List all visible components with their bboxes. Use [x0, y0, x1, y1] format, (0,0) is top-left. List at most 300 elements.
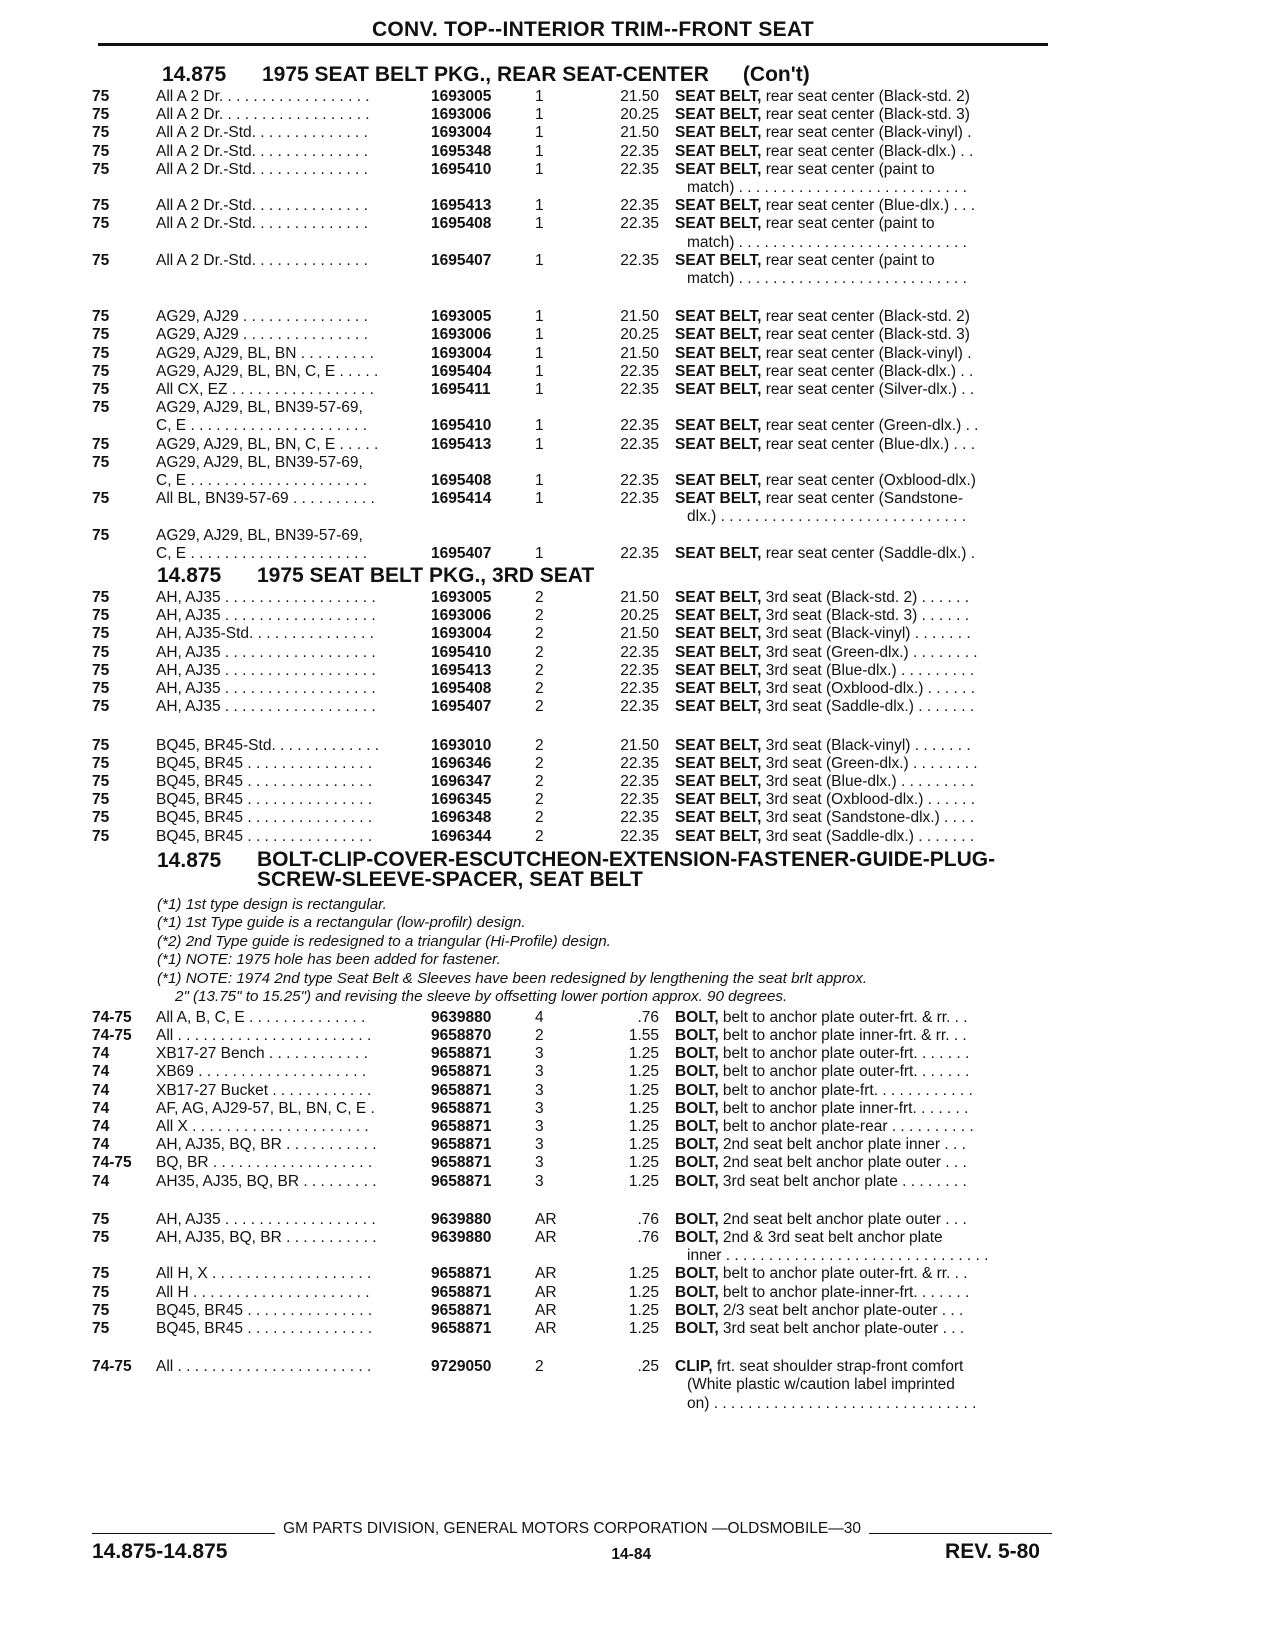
- part-name: SEAT BELT,: [675, 490, 762, 508]
- part-number: 9658871: [431, 1063, 492, 1081]
- part-row: [92, 490, 1052, 526]
- quantity: 4: [535, 1008, 544, 1026]
- part-detail: 2/3 seat belt anchor plate-outer . . .: [718, 1301, 964, 1319]
- part-name: SEAT BELT,: [675, 106, 762, 124]
- section-title-bolt-clip: [157, 847, 1052, 891]
- part-row: [92, 454, 1052, 472]
- price: 22.35: [620, 142, 659, 160]
- model-applicability: All CX, EZ . . . . . . . . . . . . . . . . .: [156, 381, 374, 399]
- model-year: 75: [92, 215, 110, 233]
- model-year: 75: [92, 1283, 110, 1301]
- part-detail: belt to anchor plate-frt. . . . . . . . . . . .: [718, 1081, 973, 1099]
- part-row: [92, 1136, 1052, 1154]
- part-description: [675, 143, 1051, 161]
- price: 1.25: [628, 1154, 659, 1172]
- quantity: 2: [535, 661, 544, 679]
- part-detail: rear seat center (Blue-dlx.) . . .: [761, 435, 976, 453]
- quantity: 1: [535, 106, 544, 124]
- part-number: 1695348: [431, 142, 492, 160]
- price: 22.35: [620, 680, 659, 698]
- quantity: AR: [535, 1210, 557, 1228]
- part-number: 9658871: [431, 1283, 492, 1301]
- section-name: 1975 SEAT BELT PKG., REAR SEAT-CENTER: [262, 63, 709, 86]
- part-row: [92, 755, 1052, 773]
- price: 22.35: [620, 417, 659, 435]
- section-name: 1975 SEAT BELT PKG., 3RD SEAT: [257, 564, 595, 588]
- part-name: SEAT BELT,: [675, 607, 762, 625]
- quantity: 1: [535, 435, 544, 453]
- quantity: 2: [535, 680, 544, 698]
- part-detail: belt to anchor plate inner-frt. . . . . . .: [718, 1099, 969, 1117]
- part-name: BOLT,: [675, 1026, 719, 1044]
- quantity: 1: [535, 160, 544, 178]
- section-number: 14.875: [157, 848, 222, 872]
- model-applicability: All A 2 Dr. . . . . . . . . . . . . . . . . .: [156, 106, 370, 124]
- part-description: [675, 472, 1051, 490]
- quantity: 1: [535, 417, 544, 435]
- part-detail: 3rd seat (Black-std. 2) . . . . . .: [761, 589, 969, 607]
- rows-clip: [92, 1358, 1052, 1413]
- model-applicability: AH, AJ35, BQ, BR . . . . . . . . . . .: [156, 1228, 377, 1246]
- part-detail: rear seat center (Black-dlx.) . .: [761, 142, 974, 160]
- price: 21.50: [620, 124, 659, 142]
- price: 22.35: [620, 544, 659, 562]
- part-number: 1695407: [431, 698, 492, 716]
- part-number: 9658871: [431, 1265, 492, 1283]
- model-applicability: BQ45, BR45 . . . . . . . . . . . . . . .: [156, 754, 373, 772]
- model-year: 75: [92, 106, 110, 124]
- part-number: 9658870: [431, 1026, 492, 1044]
- page-footer: [92, 1520, 1052, 1564]
- model-year: 75: [92, 661, 110, 679]
- part-description: [675, 755, 1051, 773]
- part-row: [92, 1027, 1052, 1045]
- model-year: 74: [92, 1136, 110, 1154]
- part-name: SEAT BELT,: [675, 160, 762, 178]
- part-row: [92, 308, 1052, 326]
- part-row: [92, 143, 1052, 161]
- model-year: 75: [92, 344, 110, 362]
- model-applicability: All A 2 Dr.-Std. . . . . . . . . . . . . .: [156, 215, 368, 233]
- model-applicability: AH, AJ35 . . . . . . . . . . . . . . . . . .: [156, 1210, 376, 1228]
- price: 1.25: [628, 1081, 659, 1099]
- part-description: [675, 124, 1051, 142]
- row-spacer: [92, 1191, 1052, 1211]
- model-year: 74: [92, 1045, 110, 1063]
- part-name: BOLT,: [675, 1081, 719, 1099]
- model-applicability: All H, X . . . . . . . . . . . . . . . . . . .: [156, 1265, 372, 1283]
- part-number: 1695413: [431, 435, 492, 453]
- model-applicability: All . . . . . . . . . . . . . . . . . . . . . . .: [156, 1358, 372, 1376]
- model-applicability: AG29, AJ29 . . . . . . . . . . . . . . .: [156, 326, 368, 344]
- price: 21.50: [620, 88, 659, 105]
- part-number: 1695404: [431, 362, 492, 380]
- part-name: BOLT,: [675, 1045, 719, 1063]
- part-description: [675, 454, 1051, 472]
- part-description: [675, 1100, 1051, 1118]
- model-applicability: AH, AJ35 . . . . . . . . . . . . . . . . . .: [156, 643, 376, 661]
- quantity: 2: [535, 736, 544, 754]
- footer-rule-right: [869, 1533, 1052, 1534]
- section-number: 14.875: [157, 564, 222, 588]
- quantity: 2: [535, 589, 544, 607]
- part-detail: 3rd seat (Sandstone-dlx.) . . . .: [761, 809, 975, 827]
- part-detail: rear seat center (Blue-dlx.) . . .: [761, 197, 976, 215]
- part-description: [675, 828, 1051, 846]
- price: 22.35: [620, 490, 659, 508]
- model-year: 75: [92, 754, 110, 772]
- part-description: [675, 436, 1051, 454]
- model-applicability: BQ45, BR45 . . . . . . . . . . . . . . .: [156, 1319, 373, 1337]
- part-detail: rear seat center (Black-std. 3): [761, 326, 970, 344]
- model-applicability: AH, AJ35 . . . . . . . . . . . . . . . . . .: [156, 607, 376, 625]
- part-name: BOLT,: [675, 1301, 719, 1319]
- part-number: 1696344: [431, 827, 492, 845]
- model-year: 75: [92, 809, 110, 827]
- model-applicability: AH, AJ35 . . . . . . . . . . . . . . . . . .: [156, 661, 376, 679]
- quantity: 1: [535, 381, 544, 399]
- part-description: [675, 527, 1051, 545]
- model-applicability: C, E . . . . . . . . . . . . . . . . . . . . .: [156, 417, 368, 435]
- model-year: 75: [92, 643, 110, 661]
- quantity: 1: [535, 326, 544, 344]
- part-row: [92, 809, 1052, 827]
- part-description: [675, 809, 1051, 827]
- part-row: [92, 1082, 1052, 1100]
- price: [587, 527, 675, 545]
- part-name: BOLT,: [675, 1210, 719, 1228]
- part-description: [675, 791, 1051, 809]
- price: 22.35: [620, 791, 659, 809]
- model-applicability: XB69 . . . . . . . . . . . . . . . . . . . .: [156, 1063, 367, 1081]
- quantity: 1: [535, 197, 544, 215]
- model-applicability: AH, AJ35 . . . . . . . . . . . . . . . . . .: [156, 680, 376, 698]
- part-row: [92, 472, 1052, 490]
- price: 1.25: [628, 1063, 659, 1081]
- part-description: [675, 399, 1051, 417]
- part-number: 1695410: [431, 160, 492, 178]
- part-description: [675, 88, 1051, 106]
- model-year: 75: [92, 160, 110, 178]
- part-row: [92, 791, 1052, 809]
- part-name: SEAT BELT,: [675, 754, 762, 772]
- quantity: AR: [535, 1228, 557, 1246]
- model-applicability: All A 2 Dr.-Std. . . . . . . . . . . . . .: [156, 124, 368, 142]
- part-description: [675, 490, 1051, 526]
- model-year: 75: [92, 308, 110, 326]
- part-name: SEAT BELT,: [675, 308, 762, 326]
- quantity: 2: [535, 827, 544, 845]
- price: 1.25: [628, 1136, 659, 1154]
- part-description: [675, 1009, 1051, 1027]
- quantity: 2: [535, 772, 544, 790]
- price: 20.25: [620, 326, 659, 344]
- model-year: 75: [92, 1228, 110, 1246]
- price: [587, 454, 675, 472]
- price: [587, 399, 675, 417]
- part-detail: belt to anchor plate outer-frt. . . . . . .: [718, 1063, 970, 1081]
- part-detail: 2nd & 3rd seat belt anchor plate: [718, 1228, 943, 1246]
- part-name: BOLT,: [675, 1136, 719, 1154]
- model-year: 75: [92, 698, 110, 716]
- part-description: [675, 161, 1051, 197]
- model-applicability: XB17-27 Bucket . . . . . . . . . . . .: [156, 1081, 372, 1099]
- part-detail-continued: (White plastic w/caution label imprinted: [687, 1376, 955, 1394]
- model-year: 75: [92, 381, 110, 399]
- model-applicability: AH35, AJ35, BQ, BR . . . . . . . . .: [156, 1172, 377, 1190]
- price: 21.50: [620, 308, 659, 326]
- part-row: [92, 161, 1052, 197]
- part-detail: 3rd seat (Blue-dlx.) . . . . . . . . .: [761, 661, 975, 679]
- part-row: [92, 345, 1052, 363]
- part-row: [92, 1009, 1052, 1027]
- price: 20.25: [620, 607, 659, 625]
- footer-page-number: 14-84: [611, 1546, 652, 1563]
- part-number: 9658871: [431, 1045, 492, 1063]
- part-detail: 3rd seat (Green-dlx.) . . . . . . . .: [761, 643, 978, 661]
- price: 1.25: [628, 1172, 659, 1190]
- model-applicability: AH, AJ35 . . . . . . . . . . . . . . . . . .: [156, 589, 376, 607]
- part-description: [675, 1229, 1051, 1265]
- part-number: 1695411: [431, 381, 491, 399]
- price: 1.25: [628, 1301, 659, 1319]
- part-name: SEAT BELT,: [675, 326, 762, 344]
- model-year: 74-75: [92, 1008, 132, 1026]
- part-row: [92, 399, 1052, 417]
- part-detail: 3rd seat (Blue-dlx.) . . . . . . . . .: [761, 772, 975, 790]
- footer-division: GM PARTS DIVISION, GENERAL MOTORS CORPORATION —OLDSMOBILE—30: [283, 1520, 861, 1537]
- rows-rear-seat-a: [92, 88, 1052, 288]
- part-name: BOLT,: [675, 1063, 719, 1081]
- part-detail: 2nd seat belt anchor plate outer . . .: [718, 1210, 967, 1228]
- part-detail: 3rd seat (Green-dlx.) . . . . . . . .: [761, 754, 978, 772]
- quantity: 2: [535, 809, 544, 827]
- model-year: 75: [92, 526, 110, 544]
- model-year: 74: [92, 1081, 110, 1099]
- price: 22.35: [620, 251, 659, 269]
- part-detail: belt to anchor plate-rear . . . . . . . . . .: [718, 1117, 974, 1135]
- part-row: [92, 1302, 1052, 1320]
- part-row: [92, 106, 1052, 124]
- model-applicability: XB17-27 Bench . . . . . . . . . . . .: [156, 1045, 368, 1063]
- part-description: [675, 326, 1051, 344]
- part-name: BOLT,: [675, 1319, 719, 1337]
- part-detail: rear seat center (Black-vinyl) .: [761, 344, 972, 362]
- page-title: CONV. TOP--INTERIOR TRIM--FRONT SEAT: [371, 18, 815, 41]
- part-name: SEAT BELT,: [675, 772, 762, 790]
- part-number: 1696347: [431, 772, 492, 790]
- model-year: 75: [92, 772, 110, 790]
- part-name: SEAT BELT,: [675, 625, 762, 643]
- part-description: [675, 545, 1051, 563]
- price: 22.35: [620, 197, 659, 215]
- part-detail: frt. seat shoulder strap-front comfort: [712, 1358, 964, 1376]
- quantity: 1: [535, 308, 544, 326]
- part-description: [675, 1265, 1051, 1283]
- quantity: 2: [535, 607, 544, 625]
- rows-3rd-seat-a: [92, 589, 1052, 716]
- part-row: [92, 773, 1052, 791]
- part-name: CLIP,: [675, 1358, 713, 1376]
- part-description: [675, 607, 1051, 625]
- part-name: BOLT,: [675, 1265, 719, 1283]
- part-detail: rear seat center (Black-vinyl) .: [761, 124, 972, 142]
- model-applicability: AH, AJ35-Std. . . . . . . . . . . . . . .: [156, 625, 374, 643]
- part-number: 1695413: [431, 197, 492, 215]
- part-detail: rear seat center (Black-dlx.) . .: [761, 362, 974, 380]
- part-number: 1693006: [431, 607, 492, 625]
- quantity: 1: [535, 362, 544, 380]
- part-row: [92, 363, 1052, 381]
- part-row: [92, 1100, 1052, 1118]
- section-title-3rd-seat: [157, 565, 1052, 587]
- quantity: 3: [535, 1045, 544, 1063]
- model-applicability: BQ45, BR45 . . . . . . . . . . . . . . .: [156, 772, 373, 790]
- part-row: [92, 589, 1052, 607]
- model-applicability: All H . . . . . . . . . . . . . . . . . . . . .: [156, 1283, 370, 1301]
- price: .76: [637, 1228, 659, 1246]
- part-description: [675, 1027, 1051, 1045]
- rows-bolt-a: [92, 1009, 1052, 1191]
- part-description: [675, 773, 1051, 791]
- price: 22.35: [620, 661, 659, 679]
- section-notes: [157, 896, 1052, 1007]
- model-year: 75: [92, 607, 110, 625]
- part-detail: rear seat center (paint to: [761, 215, 935, 233]
- part-number: 1695408: [431, 215, 492, 233]
- quantity: 2: [535, 1026, 544, 1044]
- part-row: [92, 1265, 1052, 1283]
- part-name: SEAT BELT,: [675, 827, 762, 845]
- part-name: SEAT BELT,: [675, 544, 762, 562]
- part-detail: belt to anchor plate outer-frt. & rr. . .: [718, 1008, 968, 1026]
- part-row: [92, 680, 1052, 698]
- part-number: 1693005: [431, 589, 492, 607]
- model-year: 75: [92, 791, 110, 809]
- model-year: 74: [92, 1172, 110, 1190]
- price: 21.50: [620, 625, 659, 643]
- part-detail: 3rd seat (Oxblood-dlx.) . . . . . .: [761, 680, 976, 698]
- quantity: 1: [535, 472, 544, 490]
- part-name: SEAT BELT,: [675, 124, 762, 142]
- quantity: 2: [535, 754, 544, 772]
- model-year: 75: [92, 251, 110, 269]
- model-year: 75: [92, 736, 110, 754]
- part-detail: 3rd seat (Saddle-dlx.) . . . . . . .: [761, 827, 975, 845]
- quantity: 2: [535, 698, 544, 716]
- model-applicability: BQ45, BR45 . . . . . . . . . . . . . . .: [156, 791, 373, 809]
- model-year: 75: [92, 589, 110, 607]
- quantity: 1: [535, 88, 544, 105]
- part-detail: rear seat center (Saddle-dlx.) .: [761, 544, 976, 562]
- part-description: [675, 1320, 1051, 1338]
- note-line: (*1) NOTE: 1974 2nd type Seat Belt & Sleeves have been redesigned by lengthening the seat brlt approx.: [157, 969, 868, 987]
- price: 22.35: [620, 643, 659, 661]
- part-name: SEAT BELT,: [675, 88, 762, 105]
- part-number: 1696345: [431, 791, 492, 809]
- part-description: [675, 1358, 1051, 1413]
- part-description: [675, 1154, 1051, 1172]
- quantity: AR: [535, 1265, 557, 1283]
- model-applicability: AG29, AJ29, BL, BN39-57-69,: [156, 453, 363, 471]
- part-description: [675, 252, 1051, 288]
- part-number: 1693004: [431, 625, 492, 643]
- model-year: 75: [92, 453, 110, 471]
- part-description: [675, 644, 1051, 662]
- model-applicability: All A 2 Dr.-Std. . . . . . . . . . . . . .: [156, 160, 368, 178]
- price: 22.35: [620, 381, 659, 399]
- section-title-rear-seat-center: [162, 64, 1052, 86]
- part-detail: rear seat center (Green-dlx.) . .: [761, 417, 979, 435]
- part-name: SEAT BELT,: [675, 589, 762, 607]
- quantity: 2: [535, 1358, 544, 1376]
- page-header: [98, 18, 1048, 46]
- part-name: BOLT,: [675, 1008, 719, 1026]
- part-number: 9639880: [431, 1008, 492, 1026]
- part-row: [92, 737, 1052, 755]
- model-year: 75: [92, 362, 110, 380]
- quantity: 1: [535, 142, 544, 160]
- part-row: [92, 625, 1052, 643]
- catalog-content: [92, 58, 1052, 1413]
- part-description: [675, 1211, 1051, 1229]
- price: 22.35: [620, 472, 659, 490]
- part-number: 9658871: [431, 1172, 492, 1190]
- part-name: BOLT,: [675, 1099, 719, 1117]
- part-number: 9639880: [431, 1210, 492, 1228]
- part-description: [675, 345, 1051, 363]
- price: 20.25: [620, 106, 659, 124]
- part-number: 1695410: [431, 417, 492, 435]
- model-applicability: AG29, AJ29 . . . . . . . . . . . . . . .: [156, 308, 368, 326]
- part-row: [92, 1229, 1052, 1265]
- part-row: [92, 215, 1052, 251]
- part-detail: 3rd seat (Black-std. 3) . . . . . .: [761, 607, 969, 625]
- quantity: [535, 399, 587, 417]
- model-applicability: C, E . . . . . . . . . . . . . . . . . . . . .: [156, 472, 368, 490]
- quantity: 1: [535, 251, 544, 269]
- model-year: [92, 545, 156, 563]
- part-detail: 3rd seat (Black-vinyl) . . . . . . .: [761, 736, 971, 754]
- part-number: 9658871: [431, 1301, 492, 1319]
- model-applicability: BQ45, BR45-Std. . . . . . . . . . . . .: [156, 736, 380, 754]
- model-applicability: All . . . . . . . . . . . . . . . . . . . . . . .: [156, 1026, 372, 1044]
- part-description: [675, 1082, 1051, 1100]
- model-applicability: AG29, AJ29, BL, BN . . . . . . . . .: [156, 344, 374, 362]
- part-number: 9658871: [431, 1117, 492, 1135]
- model-year: 75: [92, 88, 110, 105]
- quantity: AR: [535, 1283, 557, 1301]
- part-row: [92, 644, 1052, 662]
- price: .25: [637, 1358, 659, 1376]
- part-name: SEAT BELT,: [675, 344, 762, 362]
- quantity: 3: [535, 1154, 544, 1172]
- part-description: [675, 1118, 1051, 1136]
- model-year: 74: [92, 1117, 110, 1135]
- part-detail: rear seat center (Silver-dlx.) . .: [761, 381, 975, 399]
- model-year: 74-75: [92, 1358, 132, 1376]
- price: 21.50: [620, 589, 659, 607]
- part-detail: rear seat center (paint to: [761, 160, 935, 178]
- part-number: [431, 527, 535, 545]
- part-number: 1696348: [431, 809, 492, 827]
- price: 1.25: [628, 1319, 659, 1337]
- model-year: 75: [92, 1265, 110, 1283]
- part-detail: rear seat center (Black-std. 2): [761, 88, 970, 105]
- part-detail-continued: inner . . . . . . . . . . . . . . . . . . . . . . . . . . . . . . .: [687, 1247, 989, 1265]
- quantity: 3: [535, 1117, 544, 1135]
- price: 21.50: [620, 736, 659, 754]
